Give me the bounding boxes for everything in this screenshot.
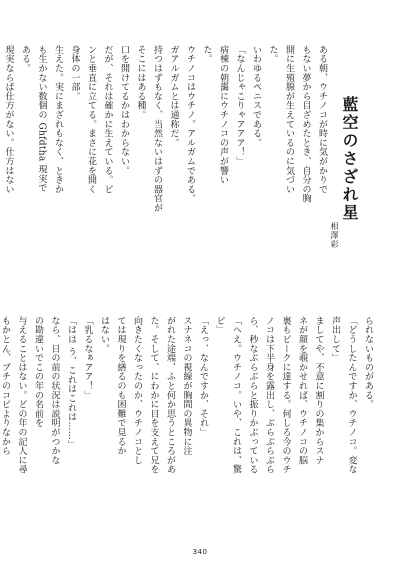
text-line: 「えっ、なんですか、それ」 <box>198 316 208 437</box>
text-line: なら、日の前の状況は説明がつかな <box>49 316 60 465</box>
text-line: もかとん、ブチのコピよりなから <box>0 316 10 456</box>
text-line: もない夢から目ざめたとき、自分の胸 <box>300 45 311 204</box>
text-line: 「はは う、これはこれは……」 <box>66 316 76 450</box>
text-line: ピ」 <box>214 316 225 335</box>
text-line: 開に生殖腺が生えているのに気づい <box>284 45 294 194</box>
text-line: ある。 <box>20 45 30 73</box>
page-number: 340 <box>192 548 208 556</box>
text-line: がれた途端、ふと何か思うところがあ <box>165 316 175 475</box>
text-line: ンと垂直に立てる。まさに花を開く <box>86 45 96 194</box>
text-line: ノコは下半身を露出し、ぶらぶらぶら <box>264 316 274 475</box>
text-line: いわゆるペニスである。 <box>251 45 261 148</box>
text-band-bottom <box>0 316 376 532</box>
text-line: 「へえ。ウチノコ。いや、これは、驚 <box>231 316 241 475</box>
text-line: スナネコの視線が胸間の異物に注 <box>181 316 192 456</box>
text-line: 声出して」 <box>330 316 340 363</box>
text-line: ましてや、不意に割りの集からスナ <box>313 316 324 465</box>
text-line: 「なんじゃこりゃアアア！」 <box>234 45 245 166</box>
text-line: ある朝、ウチノコが時に気がかりで <box>317 45 327 194</box>
text-line: 「どうしたんですか、ウチノコ。変な <box>346 316 357 475</box>
text-line: 持つはずもなく、当然ないはずの器官が <box>152 45 162 213</box>
text-line: の勘違いでこの年の名前を <box>33 316 43 428</box>
text-line: 身体の一部。 <box>69 45 80 101</box>
text-line: そこにはある種。 <box>135 45 146 120</box>
text-line: だが、それは確かに生えている。ピ <box>102 45 113 194</box>
text-line: 現実ならば仕方がない。仕方はない <box>3 45 14 194</box>
text-line: 口を開けてるかはわからない。 <box>119 45 129 176</box>
text-line: ら、秒なぶらぶらと振りかぶっている <box>247 316 258 475</box>
text-line: た。 <box>201 45 212 64</box>
text-line: られないものがある。 <box>363 316 373 409</box>
text-line: ては現りを繕るのも困難で見るか <box>115 316 126 456</box>
text-line: 生えた。実にまざれもなく、ときか <box>53 45 63 194</box>
text-line: 向きたくなったのか、ウチノコとし <box>132 316 142 465</box>
text-line: た。 <box>267 45 278 64</box>
text-line: 「乳るなぁアア！」 <box>82 316 93 400</box>
text-line: 病棟の朝靄にウチノコの声が響い <box>218 45 228 185</box>
text-line: ガアルガムとは通称だ。 <box>168 45 179 148</box>
text-line: た。そして、にわかに目を支えて兄を <box>148 316 159 475</box>
text-band-top <box>3 45 330 303</box>
page-title: 藍空のさざれ星 <box>340 96 359 222</box>
text-line: 与えることはない。どの年の記人に尋 <box>16 316 27 475</box>
text-line: はない。 <box>99 316 109 354</box>
author-name: 相澤彩 <box>330 222 339 249</box>
text-line: 裏もピークに達する。何しろ今のウチ <box>280 316 291 475</box>
text-line: ウチノコはウチノ。アルガムである。 <box>185 45 195 204</box>
text-line: も生かない数個の Ghfdtha 現実で <box>36 45 47 193</box>
text-line: ネが顔を覗かせれば、ウチノコの脳 <box>297 316 307 465</box>
